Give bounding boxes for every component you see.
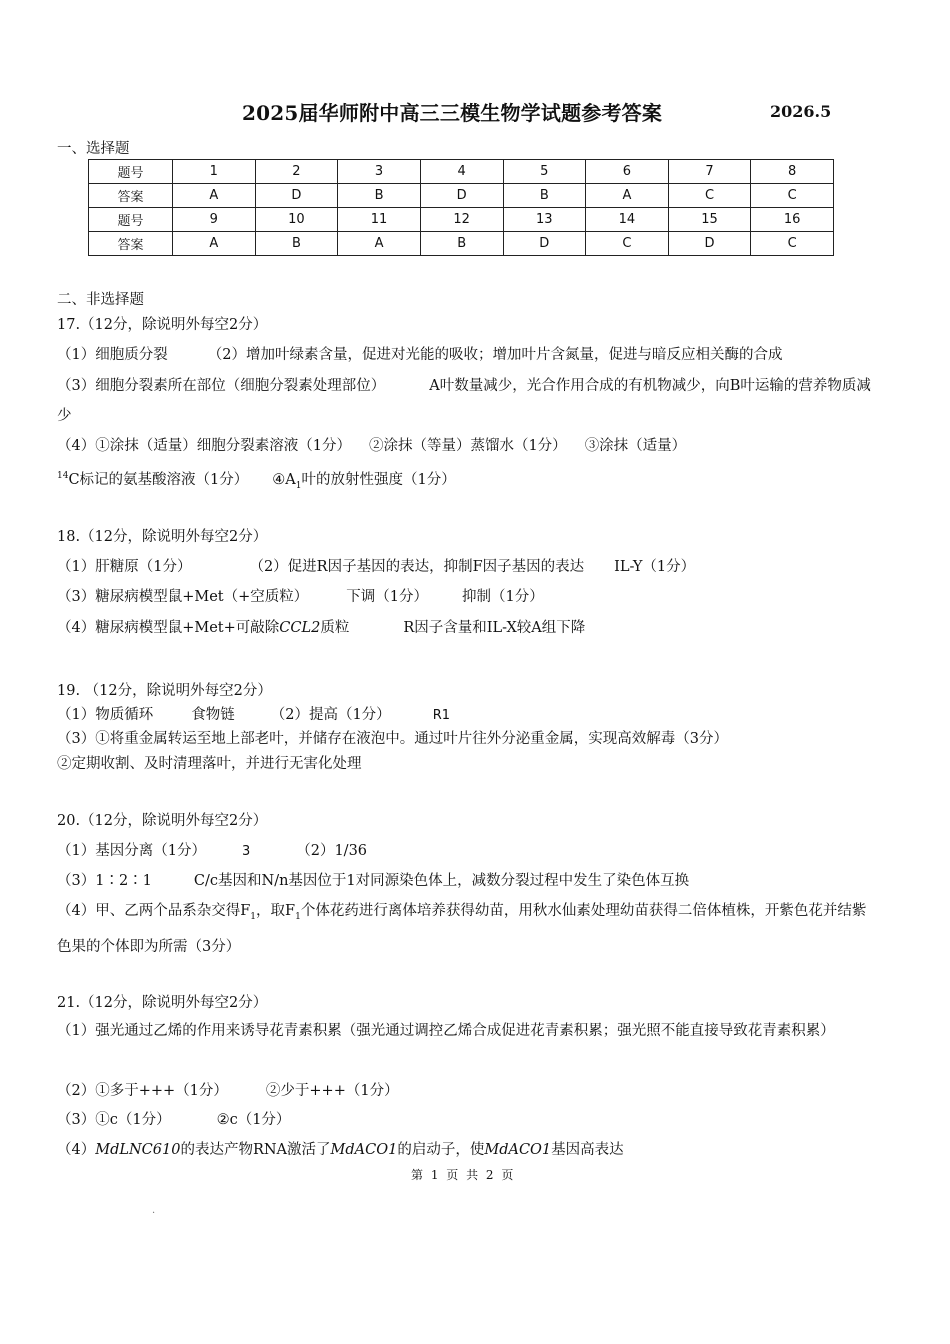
row-label: 题号	[89, 208, 173, 232]
table-cell: A	[338, 232, 421, 256]
q19-answer-1	[57, 705, 450, 726]
gene-name: MdACO1	[484, 1142, 552, 1158]
table-cell: D	[420, 184, 503, 208]
answer-table	[88, 159, 834, 256]
table-cell: 7	[668, 160, 751, 184]
q18-answer-3a: （3）糖尿病模型鼠+Met（+空质粒）	[57, 589, 309, 605]
table-cell: D	[503, 232, 586, 256]
q21-answer-4a: （4）	[57, 1142, 96, 1158]
table-row	[89, 160, 834, 184]
q19-answer-1b: 食物链	[191, 707, 235, 723]
q18-answer-3c: 抑制（1分）	[462, 589, 544, 605]
q18-answer-2: （2）促进R因子基因的表达，抑制F因子基因的表达	[249, 559, 585, 575]
q17-answer-4a: （4）①涂抹（适量）细胞分裂素溶液（1分）	[57, 438, 351, 454]
q19-answer-1a: （1）物质循环	[57, 707, 154, 723]
page-footer: 第 1 页 共 2 页	[411, 1168, 516, 1182]
q20-heading: 20.（12分，除说明外每空2分）	[57, 813, 268, 829]
table-cell: 6	[586, 160, 669, 184]
table-cell: B	[420, 232, 503, 256]
q18-answer-4	[57, 618, 585, 638]
q18-answer-3	[57, 587, 544, 607]
q19-answer-3b: ②定期收割、及时清理落叶，并进行无害化处理	[57, 756, 362, 772]
q17-answer-3a: （3）细胞分裂素所在部位（细胞分裂素处理部位）	[57, 378, 386, 394]
q20-answer-3	[57, 871, 689, 891]
q18-answer-3b: 下调（1分）	[346, 589, 429, 605]
q17-answer-4c-text: ③涂抹（适量）	[584, 438, 687, 454]
table-cell: 9	[173, 208, 256, 232]
q18-answer-1a: （1）肝糖原（1分）	[57, 559, 192, 575]
q20-answer-4b: ，取F	[256, 903, 296, 919]
stray-dot: ·	[152, 1208, 156, 1219]
table-cell: 13	[503, 208, 586, 232]
table-cell: C	[668, 184, 751, 208]
q19-answer-3: （3）①将重金属转运至地上部老叶，并储存在液泡中。通过叶片往外分泌重金属，实现高效解毒（3分）	[57, 731, 728, 747]
q21-answer-2	[57, 1081, 399, 1101]
q21-answer-4b: 的表达产物RNA激活了	[180, 1142, 331, 1158]
q20-answer-1b: 3	[241, 844, 251, 859]
row-label: 答案	[89, 184, 173, 208]
q17-answer-4d-text: ④A	[272, 471, 296, 488]
q21-answer-2a: （2）①多于+++（1分）	[57, 1083, 228, 1099]
q18-answer-4b: R因子含量和IL-X较A组下降	[403, 620, 586, 636]
q20-answer-4a: （4）甲、乙两个品系杂交得F	[57, 903, 251, 919]
q20-answer-3a: （3）1∶2∶1	[57, 873, 152, 889]
table-cell: C	[586, 232, 669, 256]
table-cell: B	[338, 184, 421, 208]
table-cell: B	[503, 184, 586, 208]
leaf-subscript: 1	[295, 480, 302, 491]
generation-subscript: 1	[295, 911, 301, 922]
q18-answer-1	[57, 557, 695, 577]
q17-answer-1	[57, 345, 782, 365]
q17-answer-3b: A叶数量减少，光合作用合成的有机物减少，向B叶运输的营养物质减少	[57, 378, 871, 424]
q20-answer-3b: C/c基因和N/n基因位于1对同源染色体上，减数分裂过程中发生了染色体互换	[193, 873, 690, 889]
gene-name: MdLNC610	[95, 1142, 181, 1158]
q17-answer-4c-rest: C标记的氨基酸溶液（1分）	[68, 471, 249, 488]
table-cell: C	[751, 232, 834, 256]
table-cell: A	[586, 184, 669, 208]
q17-answer-1a: （1）细胞质分裂	[57, 347, 168, 363]
q17-answer-4d-rest: 叶的放射性强度（1分）	[301, 471, 456, 488]
table-cell: 14	[586, 208, 669, 232]
section-choice-heading: 一、选择题	[57, 141, 130, 157]
table-cell: 15	[668, 208, 751, 232]
q19-answer-2b: R1	[432, 708, 450, 723]
q21-answer-1: （1）强光通过乙烯的作用来诱导花青素积累（强光通过调控乙烯合成促进花青素积累；强光照不能直接导致花青素积累）	[57, 1023, 835, 1039]
q20-answer-1	[57, 841, 367, 862]
gene-name: CCL2	[279, 620, 321, 636]
q19-answer-2: （2）提高（1分）	[270, 707, 391, 723]
table-cell: 16	[751, 208, 834, 232]
q18-heading: 18.（12分，除说明外每空2分）	[57, 529, 268, 545]
q21-answer-4c: 的启动子，使	[397, 1142, 485, 1158]
section-nonchoice-heading: 二、非选择题	[57, 292, 144, 308]
table-cell: 5	[503, 160, 586, 184]
q17-heading: 17.（12分，除说明外每空2分）	[57, 317, 268, 333]
row-label: 答案	[89, 232, 173, 256]
q17-answer-4d	[272, 471, 456, 491]
isotope-superscript: 14	[57, 471, 69, 481]
table-cell: 12	[420, 208, 503, 232]
q17-answer-4	[57, 431, 877, 501]
q20-answer-4c: 个体花药进行离体培养获得幼苗，用秋水仙素处理幼苗获得二倍体植株，开紫色花并结紫色果的个体即为所需（3分）	[57, 903, 867, 955]
table-cell: D	[255, 184, 338, 208]
table-cell: 10	[255, 208, 338, 232]
q19-heading: 19. （12分，除说明外每空2分）	[57, 683, 272, 699]
table-cell: 8	[751, 160, 834, 184]
q18-answer-4a-rest: 质粒	[320, 620, 350, 636]
table-cell: A	[173, 232, 256, 256]
generation-subscript: 1	[250, 911, 257, 922]
q21-answer-3	[57, 1110, 290, 1130]
table-cell: 11	[338, 208, 421, 232]
table-cell: 1	[173, 160, 256, 184]
q17-answer-3	[57, 371, 877, 431]
table-row	[89, 184, 834, 208]
q18-answer-4a: （4）糖尿病模型鼠+Met+可敲除	[57, 620, 280, 636]
table-row	[89, 208, 834, 232]
page-title: 2025届华师附中高三三模生物学试题参考答案	[242, 101, 663, 125]
q20-answer-1a: （1）基因分离（1分）	[57, 843, 206, 859]
q21-answer-2b: ②少于+++（1分）	[265, 1083, 399, 1099]
table-row	[89, 232, 834, 256]
table-cell: A	[173, 184, 256, 208]
q21-answer-3b: ②c（1分）	[216, 1112, 291, 1128]
table-cell: 3	[338, 160, 421, 184]
q21-heading: 21.（12分，除说明外每空2分）	[57, 995, 268, 1011]
table-cell: B	[255, 232, 338, 256]
q20-answer-2: （2）1/36	[296, 843, 368, 859]
q21-answer-4	[57, 1140, 624, 1160]
q21-answer-3a: （3）①c（1分）	[57, 1112, 171, 1128]
table-cell: D	[668, 232, 751, 256]
table-cell: C	[751, 184, 834, 208]
q17-answer-2: （2）增加叶绿素含量，促进对光能的吸收；增加叶片含氮量，促进与暗反应相关酶的合成	[207, 347, 783, 363]
gene-name: MdACO1	[330, 1142, 398, 1158]
q21-answer-4d: 基因高表达	[551, 1142, 624, 1158]
table-cell: 2	[255, 160, 338, 184]
q20-answer-4	[57, 896, 877, 962]
q18-answer-2b: IL-Y（1分）	[614, 559, 696, 575]
exam-date: 2026.5	[770, 102, 832, 121]
q17-answer-4b: ②涂抹（等量）蒸馏水（1分）	[368, 438, 567, 454]
table-cell: 4	[420, 160, 503, 184]
row-label: 题号	[89, 160, 173, 184]
